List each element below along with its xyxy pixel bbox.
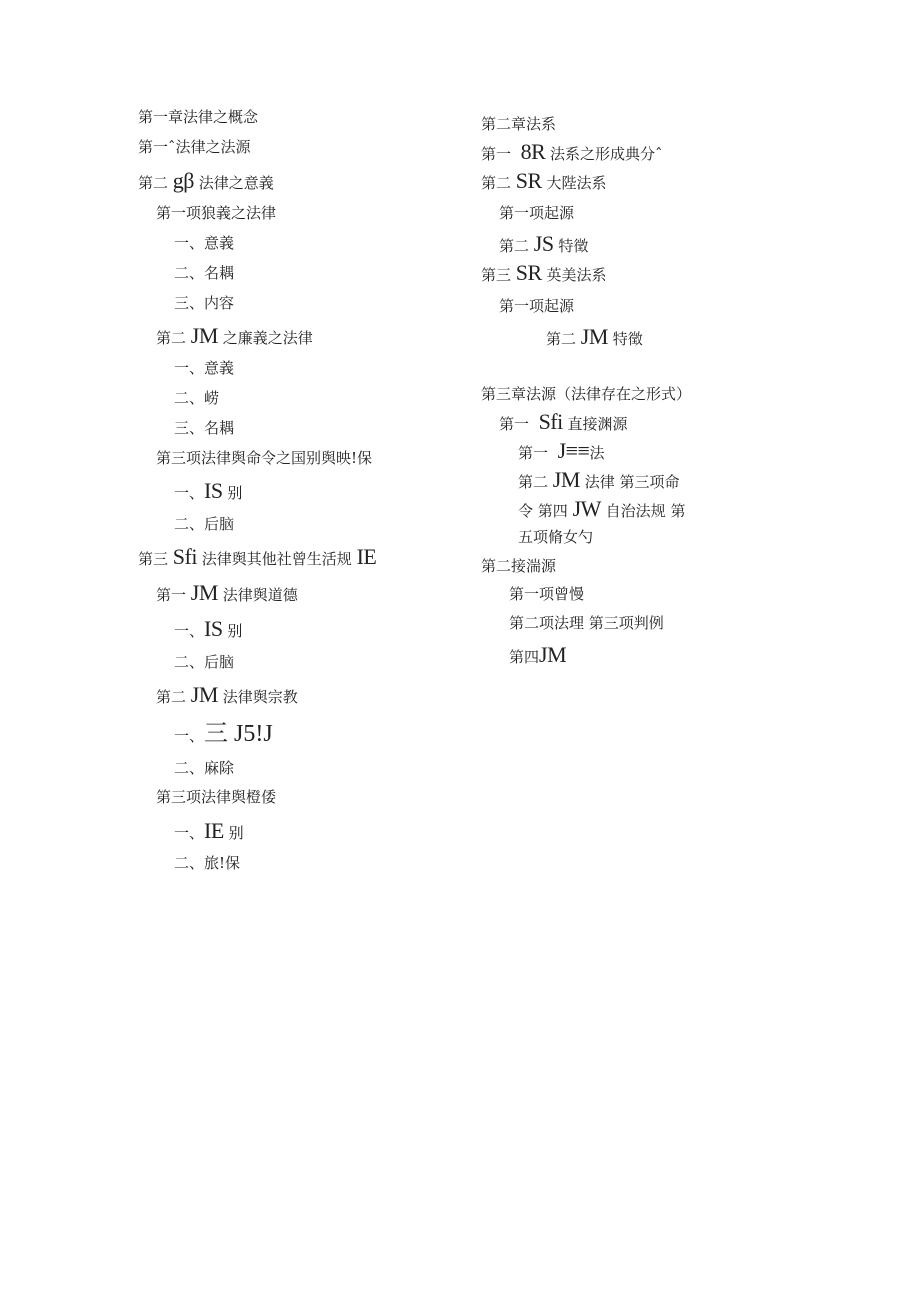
toc-item: 第一项曾慢 xyxy=(509,585,585,603)
toc-item: 第二 JS 特徵 xyxy=(499,231,589,256)
toc-subitem: 二、崂 xyxy=(174,389,220,407)
toc-chapter-3: 第三章法源（法律存在之形式） xyxy=(481,385,692,403)
toc-item: 第二 JM 之廉義之法律 xyxy=(156,323,313,348)
toc-item: 令 第四 JW 自治法规 第 xyxy=(518,496,686,521)
toc-subitem: 二、名耦 xyxy=(174,264,235,282)
toc-subitem: 一、三 J5!J xyxy=(174,721,273,747)
toc-subitem: 一、IS 别 xyxy=(174,616,243,641)
toc-item: 第一项起源 xyxy=(499,204,575,222)
toc-section-2-2: 第二 SR 大陛法系 xyxy=(481,168,607,193)
toc-section-3-1: 第一 Sfi 直接渊源 xyxy=(499,409,628,434)
toc-subitem: 三、内容 xyxy=(174,294,235,312)
toc-section-2-1: 第一 8R 法系之形成典分ˆ xyxy=(481,139,663,164)
toc-item: 第三项法律舆橙倭 xyxy=(156,788,277,806)
toc-item: 第二 JM 特徵 xyxy=(546,324,643,349)
toc-subitem: 一、IE 别 xyxy=(174,818,244,843)
toc-item: 第二 JM 法律 第三项命 xyxy=(518,467,680,492)
toc-item: 第二 JM 法律舆宗教 xyxy=(156,682,298,707)
toc-item: 第一项起源 xyxy=(499,297,575,315)
toc-item: 第一项狼義之法律 xyxy=(156,204,277,222)
toc-item: 第四JM xyxy=(509,642,567,667)
toc-item: 第二项法理 第三项判例 xyxy=(509,614,664,632)
toc-subitem: 二、后脑 xyxy=(174,653,235,671)
toc-section-1-3: 第三 Sfi 法律舆其他社曾生活规 IE xyxy=(138,544,377,569)
toc-item: 第一 JM 法律舆道德 xyxy=(156,580,298,605)
toc-chapter-2: 第二章法系 xyxy=(481,115,557,133)
toc-subitem: 二、后脑 xyxy=(174,515,235,533)
toc-subitem: 一、意義 xyxy=(174,234,235,252)
toc-section-1-1: 第一ˆ法律之法源 xyxy=(138,138,251,156)
toc-subitem: 三、名耦 xyxy=(174,419,235,437)
toc-subitem: 一、意義 xyxy=(174,359,235,377)
toc-section-2-3: 第三 SR 英美法系 xyxy=(481,260,607,285)
toc-item: 五项脩女勺 xyxy=(518,528,594,546)
toc-item: 第三项法律舆命令之国别舆映!保 xyxy=(156,449,373,467)
toc-subitem: 二、旅!保 xyxy=(174,854,241,872)
toc-section-1-2: 第二 gβ 法律之意義 xyxy=(138,168,274,193)
toc-chapter-1: 第一章法律之概念 xyxy=(138,108,259,126)
toc-subitem: 一、IS 别 xyxy=(174,478,243,503)
toc-subitem: 二、麻除 xyxy=(174,759,235,777)
toc-section-3-2: 第二接湍源 xyxy=(481,557,557,575)
toc-item: 第一 J≡≡法 xyxy=(518,438,605,463)
